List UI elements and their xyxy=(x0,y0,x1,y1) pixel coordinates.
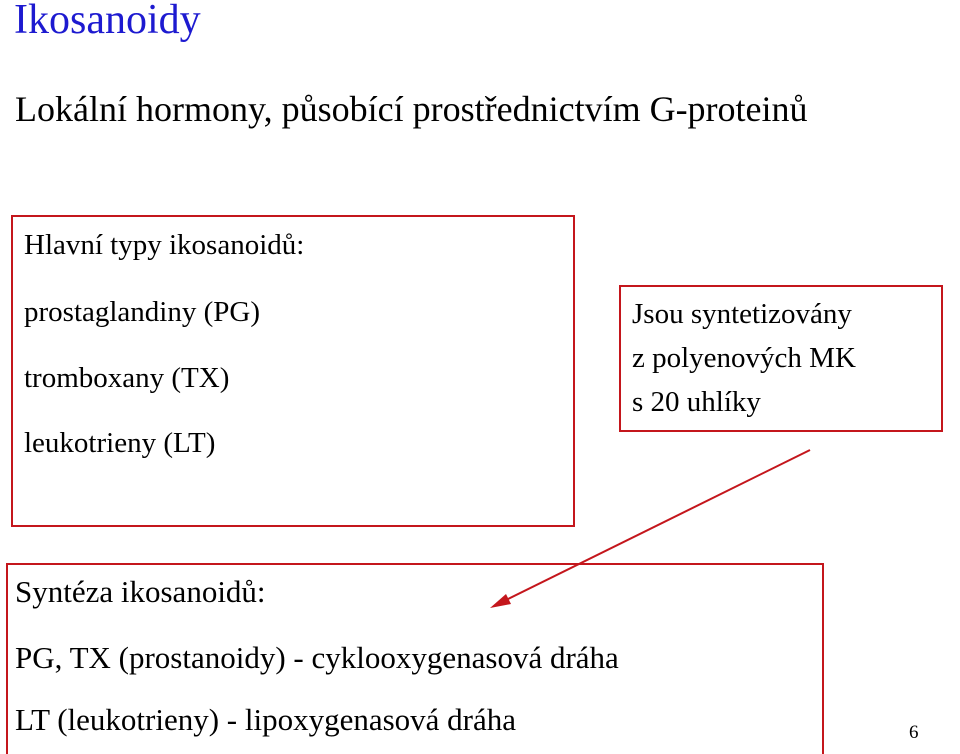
slide-title: Ikosanoidy xyxy=(14,0,201,43)
types-item-leukotrienes: leukotrieny (LT) xyxy=(24,427,216,459)
synthesis-line-lipoxygenase: LT (leukotrieny) - lipoxygenasová dráha xyxy=(15,702,517,737)
origin-line: Jsou syntetizovány xyxy=(632,298,852,330)
types-item-thromboxanes: tromboxany (TX) xyxy=(24,362,230,394)
types-item-prostaglandins: prostaglandiny (PG) xyxy=(24,296,260,328)
origin-line: s 20 uhlíky xyxy=(632,386,761,418)
page-number: 6 xyxy=(909,722,919,743)
types-heading: Hlavní typy ikosanoidů: xyxy=(24,229,305,261)
slide-subtitle: Lokální hormony, působící prostřednictvím G-proteinů xyxy=(15,89,808,129)
synthesis-heading: Syntéza ikosanoidů: xyxy=(15,574,266,609)
origin-line: z polyenových MK xyxy=(632,342,856,374)
synthesis-line-cyclooxygenase: PG, TX (prostanoidy) - cyklooxygenasová dráha xyxy=(15,640,619,675)
